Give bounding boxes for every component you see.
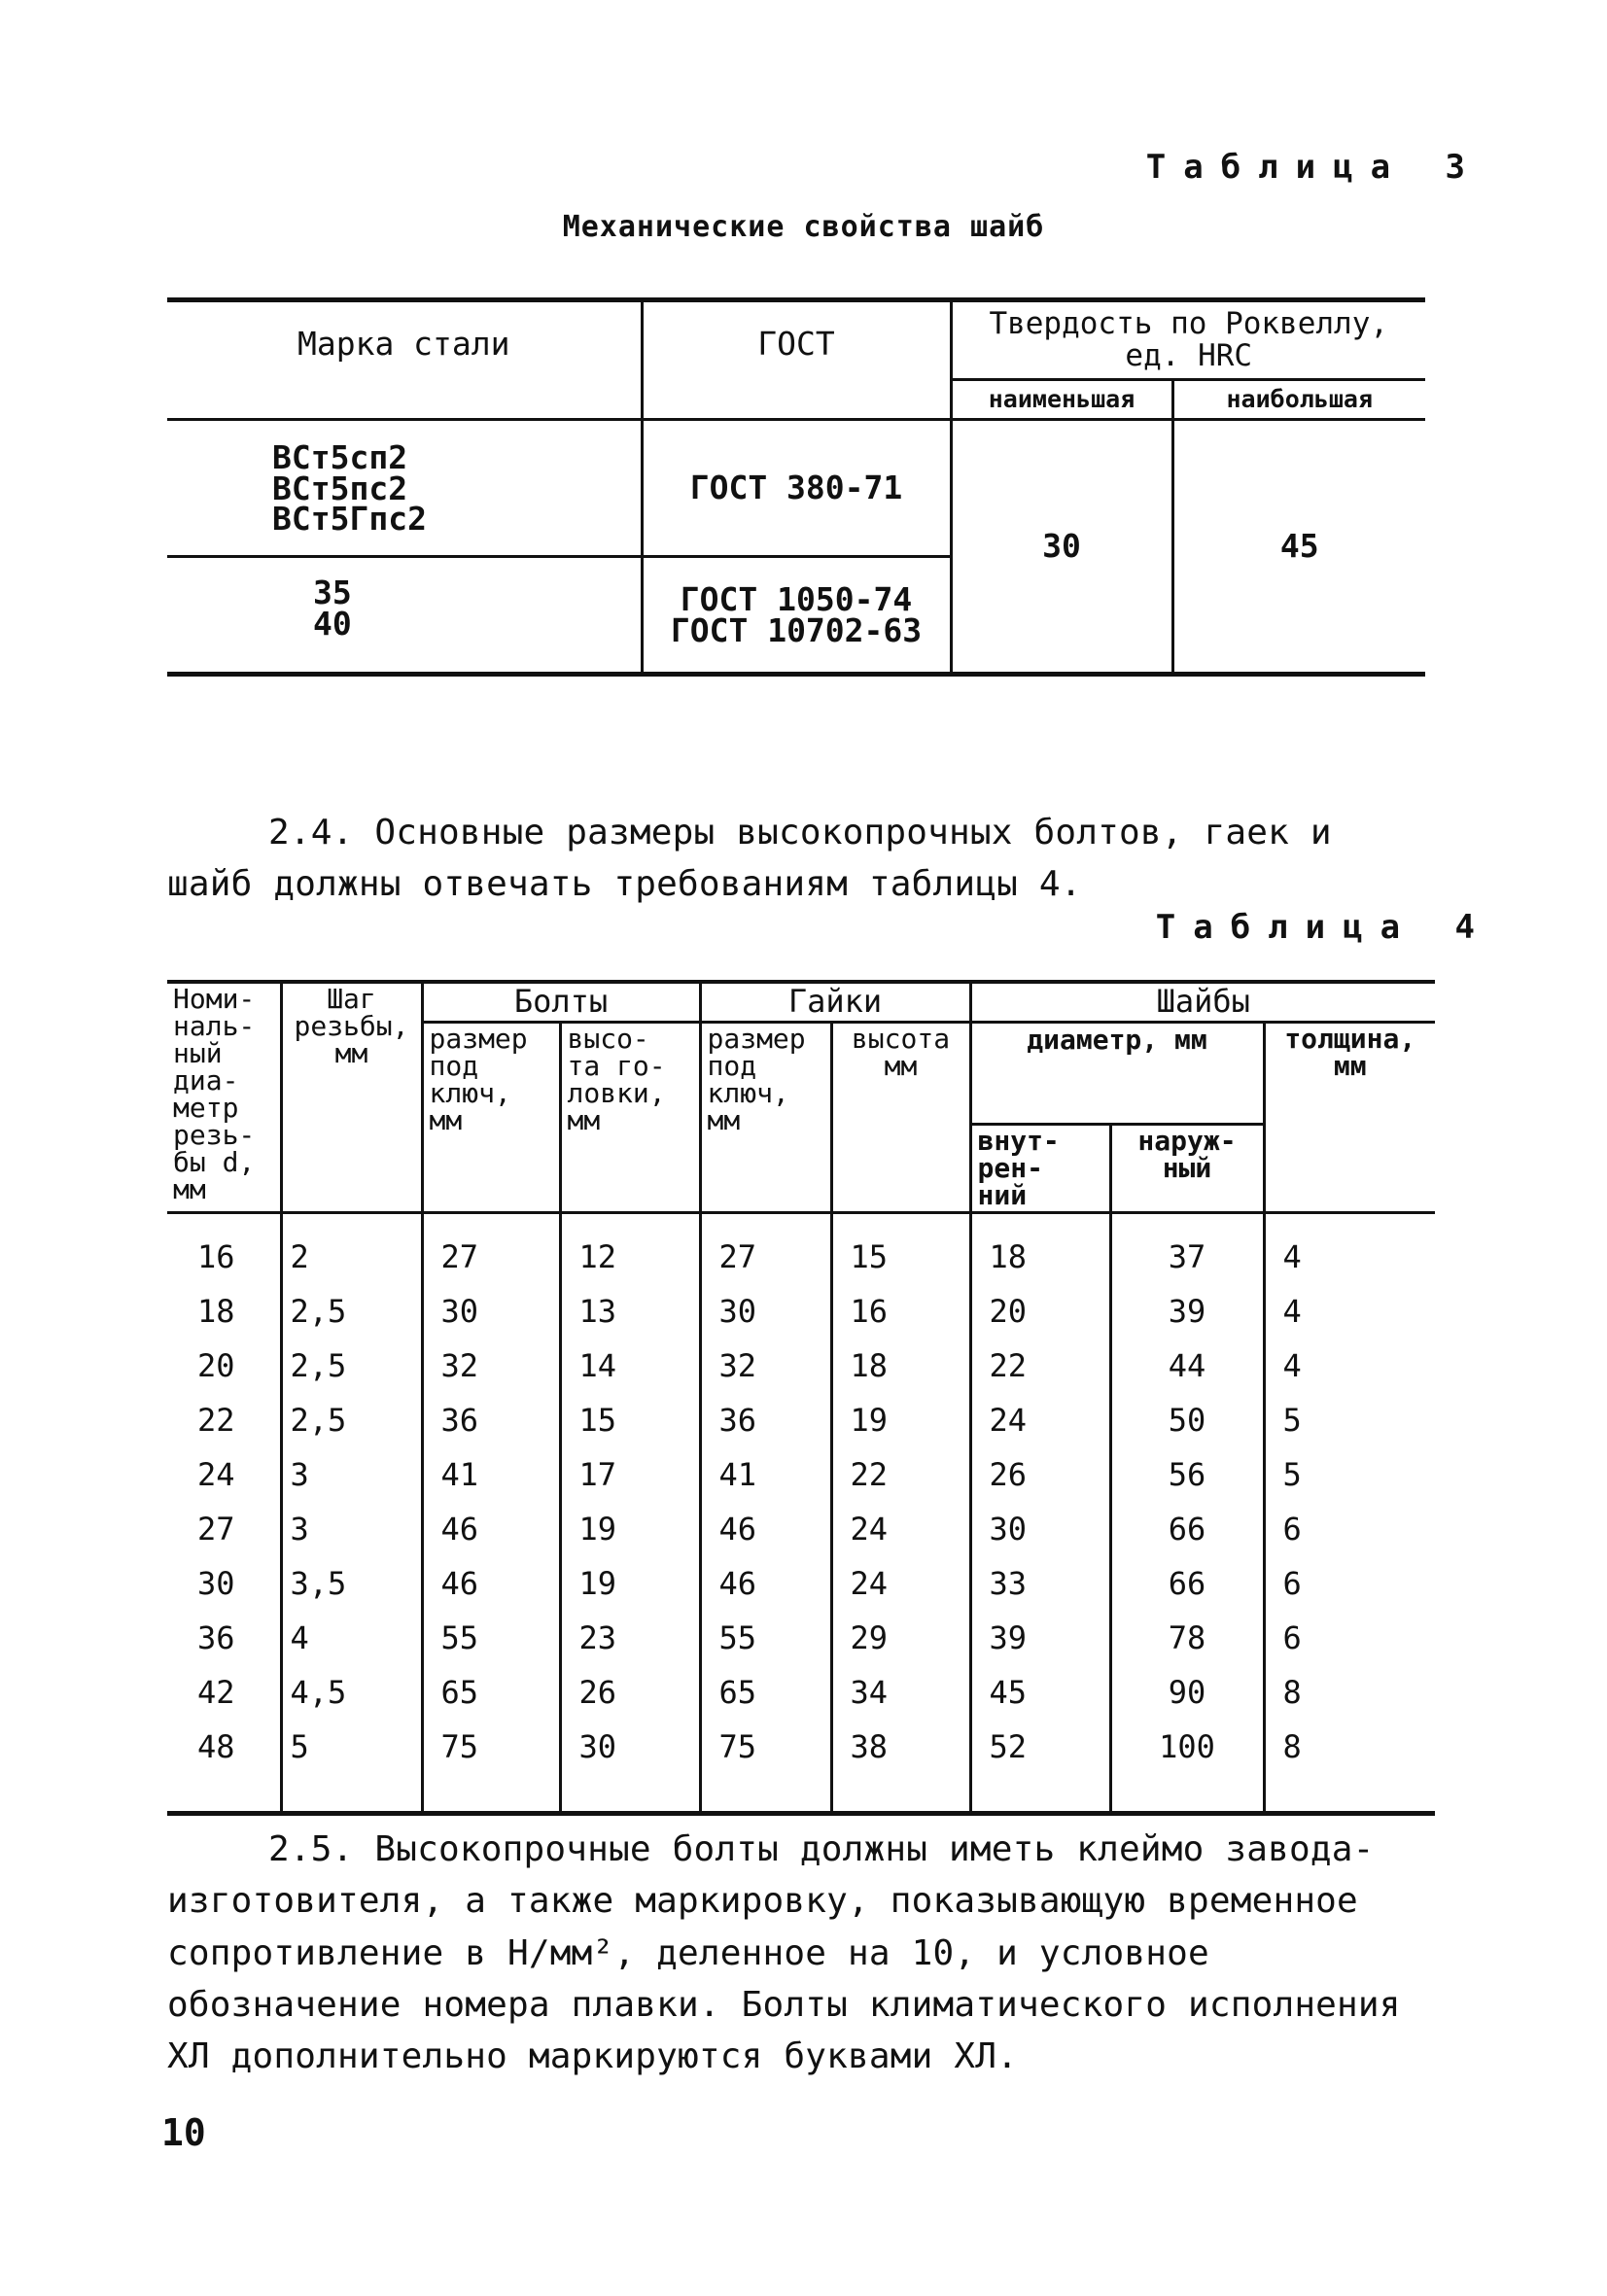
table4-header-bolts: Болты [422, 982, 700, 1022]
table3-label: Таблица 3 [1145, 148, 1483, 187]
table4-cell-nut-height: 34 [831, 1665, 970, 1720]
table4-cell-washer-outer: 44 [1110, 1339, 1264, 1393]
table4-cell-nut-height: 24 [831, 1556, 970, 1611]
table4-label: Таблица 4 [1155, 908, 1492, 947]
table4-row [167, 1556, 1435, 1611]
table4-cell-washer-inner: 45 [970, 1665, 1110, 1720]
table4-cell-nut-key-size: 46 [700, 1502, 831, 1556]
table4 [167, 980, 1435, 1816]
table4-cell-washer-outer: 50 [1110, 1393, 1264, 1447]
table4-cell-bolt-head-height: 14 [560, 1339, 700, 1393]
table4-cell-pitch: 3 [281, 1447, 422, 1502]
table4-cell-nut-key-size: 55 [700, 1611, 831, 1665]
table4-cell-washer-inner: 18 [970, 1213, 1110, 1285]
table4-cell-washer-outer: 66 [1110, 1502, 1264, 1556]
table4-cell-nut-height: 15 [831, 1213, 970, 1285]
table4-row [167, 1611, 1435, 1665]
table4-cell-washer-outer: 100 [1110, 1720, 1264, 1814]
table4-cell-pitch: 2,5 [281, 1284, 422, 1339]
table4-cell-washer-inner: 30 [970, 1502, 1110, 1556]
table4-row [167, 1339, 1435, 1393]
table3-hardness-min: 30 [951, 420, 1172, 675]
table4-cell-bolt-head-height: 19 [560, 1556, 700, 1611]
table4-cell-washer-outer: 66 [1110, 1556, 1264, 1611]
table4-cell-bolt-head-height: 13 [560, 1284, 700, 1339]
table4-cell-washer-inner: 52 [970, 1720, 1110, 1814]
table4-cell-washer-thickness: 6 [1264, 1556, 1435, 1611]
table4-cell-washer-inner: 33 [970, 1556, 1110, 1611]
table4-header-nut-key-size: размер под ключ, мм [700, 1022, 831, 1212]
table4-cell-nominal-diameter: 18 [167, 1284, 281, 1339]
table4-header-inner: внут- рен- ний [970, 1125, 1110, 1213]
table4-cell-bolt-key-size: 46 [422, 1556, 560, 1611]
table4-row [167, 1720, 1435, 1814]
table4-row [167, 1213, 1435, 1285]
table4-cell-pitch: 2,5 [281, 1393, 422, 1447]
table4-header-bolt-key-size: размер под ключ, мм [422, 1022, 560, 1212]
table4-cell-washer-thickness: 4 [1264, 1284, 1435, 1339]
table4-cell-nominal-diameter: 27 [167, 1502, 281, 1556]
table4-cell-nut-height: 22 [831, 1447, 970, 1502]
table4-row [167, 1502, 1435, 1556]
table4-cell-bolt-key-size: 27 [422, 1213, 560, 1285]
table4-cell-washer-inner: 39 [970, 1611, 1110, 1665]
table4-cell-washer-inner: 26 [970, 1447, 1110, 1502]
table4-cell-pitch: 3,5 [281, 1556, 422, 1611]
table4-cell-washer-thickness: 8 [1264, 1665, 1435, 1720]
table4-header-nuts: Гайки [700, 982, 970, 1022]
table4-cell-nominal-diameter: 36 [167, 1611, 281, 1665]
table4-cell-bolt-key-size: 46 [422, 1502, 560, 1556]
table4-header-washers: Шайбы [970, 982, 1435, 1022]
table4-cell-nut-key-size: 65 [700, 1665, 831, 1720]
table4-cell-washer-thickness: 6 [1264, 1611, 1435, 1665]
table4-row [167, 1393, 1435, 1447]
table4-cell-nut-height: 16 [831, 1284, 970, 1339]
table4-cell-nut-key-size: 41 [700, 1447, 831, 1502]
table4-cell-bolt-head-height: 19 [560, 1502, 700, 1556]
table4-cell-pitch: 2,5 [281, 1339, 422, 1393]
table4-cell-bolt-key-size: 32 [422, 1339, 560, 1393]
table4-row [167, 1284, 1435, 1339]
page-number: 10 [161, 2111, 206, 2154]
table4-cell-washer-thickness: 4 [1264, 1339, 1435, 1393]
table4-cell-nominal-diameter: 22 [167, 1393, 281, 1447]
table4-header-bolt-head-height: высо- та го- ловки, мм [560, 1022, 700, 1212]
table4-cell-bolt-head-height: 15 [560, 1393, 700, 1447]
table4-cell-bolt-head-height: 26 [560, 1665, 700, 1720]
table4-cell-nominal-diameter: 48 [167, 1720, 281, 1814]
table4-cell-bolt-head-height: 12 [560, 1213, 700, 1285]
paragraph-2-5: 2.5. Высокопрочные болты должны иметь клеймо завода-изготовителя, а также маркировку, показывающую временное сопротивление в Н/мм², деленное на 10, и условное обозначение номера плавки. Болты климатического исполнения ХЛ дополнительно маркируются буквами ХЛ. [167, 1829, 1401, 2077]
table4-cell-nut-key-size: 46 [700, 1556, 831, 1611]
table4-cell-washer-thickness: 5 [1264, 1447, 1435, 1502]
table4-header-nominal-diameter: Номи- наль- ный диа- метр резь- бы d, мм [167, 982, 281, 1213]
table3-header-max: наибольшая [1172, 379, 1425, 420]
table3-header-hardness: Твердость по Роквеллу, ед. HRC [951, 300, 1425, 380]
table4-cell-pitch: 4 [281, 1611, 422, 1665]
table4-cell-bolt-key-size: 36 [422, 1393, 560, 1447]
table4-cell-nut-height: 19 [831, 1393, 970, 1447]
table4-header-thickness: толщина, мм [1264, 1022, 1435, 1212]
table4-cell-bolt-key-size: 65 [422, 1665, 560, 1720]
table4-cell-washer-outer: 56 [1110, 1447, 1264, 1502]
table4-cell-pitch: 4,5 [281, 1665, 422, 1720]
table4-cell-nut-key-size: 30 [700, 1284, 831, 1339]
table4-cell-bolt-key-size: 41 [422, 1447, 560, 1502]
table3-row2-gost: ГОСТ 1050-74 ГОСТ 10702-63 [642, 557, 951, 675]
table4-header-nut-height: высота мм [831, 1022, 970, 1212]
table4-cell-washer-thickness: 4 [1264, 1213, 1435, 1285]
table4-cell-nominal-diameter: 30 [167, 1556, 281, 1611]
table3-header-min: наименьшая [951, 379, 1172, 420]
table4-cell-bolt-head-height: 30 [560, 1720, 700, 1814]
table4-cell-washer-thickness: 8 [1264, 1720, 1435, 1814]
table4-cell-nut-key-size: 75 [700, 1720, 831, 1814]
table4-cell-washer-outer: 39 [1110, 1284, 1264, 1339]
table3-row2-grades: 35 40 [167, 557, 642, 675]
paragraph-2-4: 2.4. Основные размеры высокопрочных болтов, гаек и шайб должны отвечать требованиям таблицы 4. [167, 813, 1332, 905]
table4-cell-nominal-diameter: 24 [167, 1447, 281, 1502]
table4-cell-pitch: 5 [281, 1720, 422, 1814]
table4-cell-nut-key-size: 36 [700, 1393, 831, 1447]
table4-cell-washer-outer: 37 [1110, 1213, 1264, 1285]
table4-row [167, 1665, 1435, 1720]
table3-header-gost: ГОСТ [642, 300, 951, 420]
table4-cell-washer-thickness: 5 [1264, 1393, 1435, 1447]
table4-cell-bolt-key-size: 75 [422, 1720, 560, 1814]
table4-cell-bolt-head-height: 23 [560, 1611, 700, 1665]
table4-cell-nominal-diameter: 16 [167, 1213, 281, 1285]
table4-cell-pitch: 2 [281, 1213, 422, 1285]
table4-cell-nut-key-size: 32 [700, 1339, 831, 1393]
table4-row [167, 1447, 1435, 1502]
table4-cell-nut-height: 18 [831, 1339, 970, 1393]
table3-hardness-max: 45 [1172, 420, 1425, 675]
table4-cell-washer-inner: 20 [970, 1284, 1110, 1339]
table4-cell-pitch: 3 [281, 1502, 422, 1556]
table4-cell-bolt-head-height: 17 [560, 1447, 700, 1502]
table3-header-steel-grade: Марка стали [167, 300, 642, 420]
table4-body [167, 1213, 1435, 1814]
table4-header-pitch: Шаг резьбы, мм [281, 982, 422, 1213]
table4-cell-nut-height: 24 [831, 1502, 970, 1556]
table4-cell-bolt-key-size: 55 [422, 1611, 560, 1665]
table4-cell-nominal-diameter: 20 [167, 1339, 281, 1393]
table4-cell-nut-key-size: 27 [700, 1213, 831, 1285]
table4-cell-nominal-diameter: 42 [167, 1665, 281, 1720]
table4-cell-nut-height: 38 [831, 1720, 970, 1814]
table4-header-outer: наруж- ный [1110, 1125, 1264, 1213]
table4-cell-nut-height: 29 [831, 1611, 970, 1665]
table4-header-diameter: диаметр, мм [970, 1022, 1264, 1124]
table4-cell-washer-inner: 24 [970, 1393, 1110, 1447]
table4-cell-washer-inner: 22 [970, 1339, 1110, 1393]
table3 [167, 297, 1425, 677]
table4-cell-washer-thickness: 6 [1264, 1502, 1435, 1556]
table4-cell-washer-outer: 78 [1110, 1611, 1264, 1665]
table3-row1-grades: ВСт5сп2 ВСт5пс2 ВСт5Гпс2 [167, 420, 642, 557]
table4-cell-bolt-key-size: 30 [422, 1284, 560, 1339]
table3-title: Механические свойства шайб [562, 210, 1045, 244]
table4-cell-washer-outer: 90 [1110, 1665, 1264, 1720]
table3-row1-gost: ГОСТ 380-71 [642, 420, 951, 557]
